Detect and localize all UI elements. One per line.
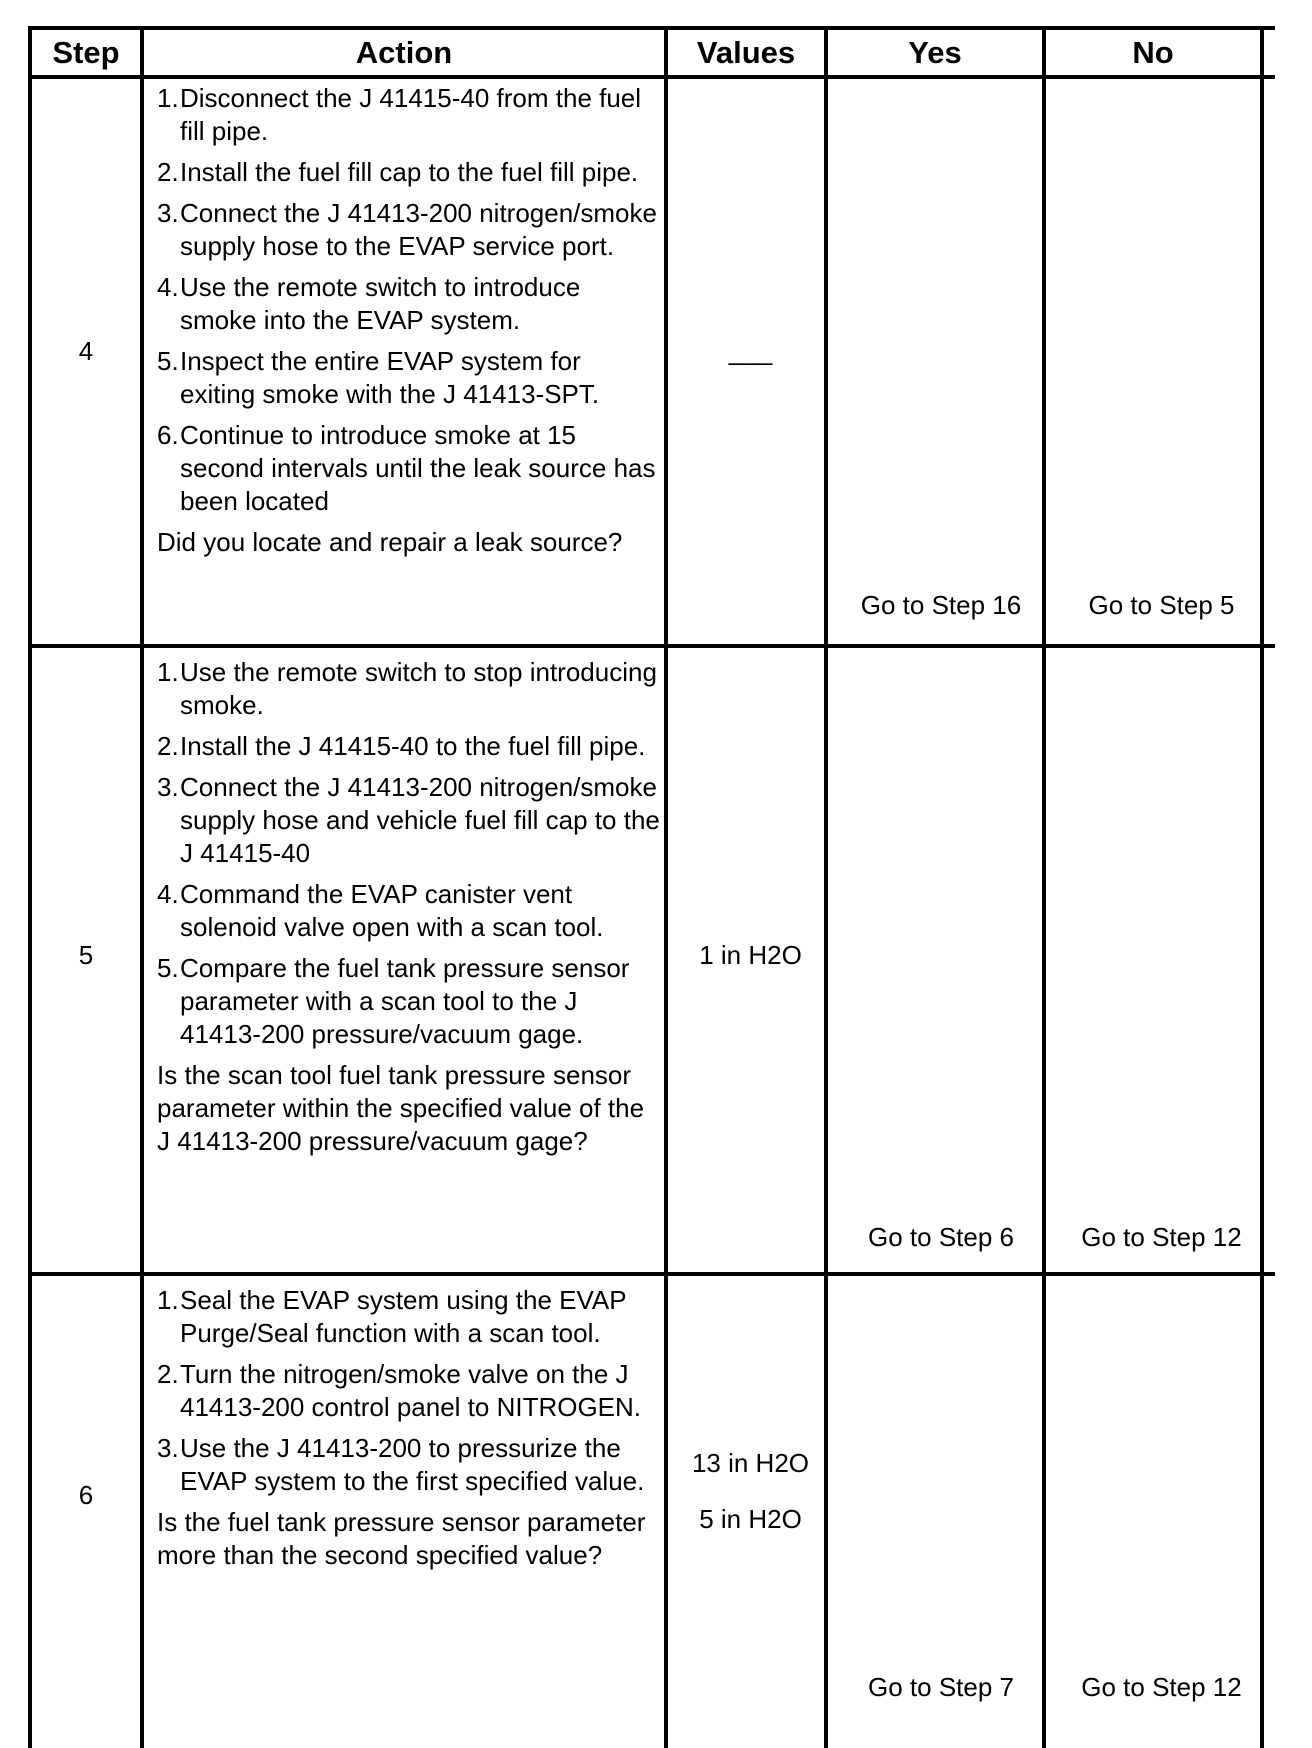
action-number: 1. [157,1285,179,1315]
no-result: Go to Step 12 [1081,1672,1242,1702]
column-divider [140,26,144,1748]
header-no: No [1132,35,1174,70]
action-number: 2. [157,1359,179,1389]
action-item [150,82,660,148]
row-divider [28,644,1275,648]
value-text: ___ [728,336,773,366]
action-number: 5. [157,346,179,376]
action-text: Continue to introduce smoke at 15 second intervals until the leak source has been located [180,420,656,516]
action-cell [150,656,660,1158]
step-number: 5 [78,940,94,970]
value-text: 1 in H2O [699,940,802,970]
action-number: 5. [157,953,179,983]
action-question: Is the fuel tank pressure sensor parameter more than the second specified value? [157,1507,646,1570]
action-item [150,952,660,1051]
action-question: Is the scan tool fuel tank pressure sensor parameter within the specified value of the J 41413-200 pressure/vacuum gage? [157,1060,645,1156]
header-yes: Yes [908,35,962,70]
action-text: Install the fuel fill cap to the fuel fill pipe. [180,157,639,187]
action-text: Command the EVAP canister vent solenoid valve open with a scan tool. [180,879,604,942]
action-text: Turn the nitrogen/smoke valve on the J 41413-200 control panel to NITROGEN. [180,1359,642,1422]
header-values: Values [696,35,796,70]
action-item [150,771,660,870]
action-item [150,878,660,944]
action-item [150,1432,660,1498]
action-item [150,156,660,189]
action-number: 6. [157,420,179,450]
column-divider [1042,26,1046,1748]
action-cell [150,1284,660,1572]
action-item [150,656,660,722]
no-result: Go to Step 12 [1081,1222,1242,1252]
column-divider [664,26,668,1748]
action-text: Seal the EVAP system using the EVAP Purge/Seal function with a scan tool. [180,1285,627,1348]
action-number: 1. [157,657,179,687]
header-action: Action [355,35,453,70]
yes-result: Go to Step 6 [868,1222,1014,1252]
value-text: 5 in H2O [699,1504,802,1534]
step-number: 6 [78,1480,94,1510]
action-item [150,1358,660,1424]
action-text: Disconnect the J 41415-40 from the fuel fill pipe. [180,83,642,146]
column-divider [824,26,828,1748]
value-text: 13 in H2O [691,1448,810,1478]
action-question: Did you locate and repair a leak source? [157,527,623,557]
header-step: Step [52,35,120,70]
action-text: Use the remote switch to introduce smoke into the EVAP system. [180,272,581,335]
action-number: 3. [157,772,179,802]
action-number: 3. [157,1433,179,1463]
no-result: Go to Step 5 [1088,590,1235,620]
action-number: 1. [157,83,179,113]
yes-result: Go to Step 16 [860,590,1022,620]
action-item [150,730,660,763]
column-divider [1260,26,1264,1748]
action-item [150,1284,660,1350]
yes-result: Go to Step 7 [868,1672,1014,1702]
action-item [150,197,660,263]
action-text: Connect the J 41413-200 nitrogen/smoke supply hose and vehicle fuel fill cap to the J 41415-40 [180,772,660,868]
action-list [150,656,660,1051]
action-number: 3. [157,198,179,228]
action-cell [150,82,660,559]
action-text: Compare the fuel tank pressure sensor parameter with a scan tool to the J 41413-200 pressure/vacuum gage. [180,953,630,1049]
action-number: 2. [157,157,179,187]
action-number: 4. [157,272,179,302]
action-text: Install the J 41415-40 to the fuel fill pipe. [180,731,646,761]
action-item [150,271,660,337]
action-item [150,419,660,518]
action-item [150,345,660,411]
action-number: 4. [157,879,179,909]
action-text: Inspect the entire EVAP system for exiting smoke with the J 41413-SPT. [180,346,600,409]
action-list [150,1284,660,1498]
action-text: Use the J 41413-200 to pressurize the EVAP system to the first specified value. [180,1433,645,1496]
step-number: 4 [78,336,94,366]
action-text: Connect the J 41413-200 nitrogen/smoke supply hose to the EVAP service port. [180,198,657,261]
action-text: Use the remote switch to stop introducing smoke. [180,657,657,720]
action-list [150,82,660,518]
row-divider [28,1272,1275,1276]
action-number: 2. [157,731,179,761]
